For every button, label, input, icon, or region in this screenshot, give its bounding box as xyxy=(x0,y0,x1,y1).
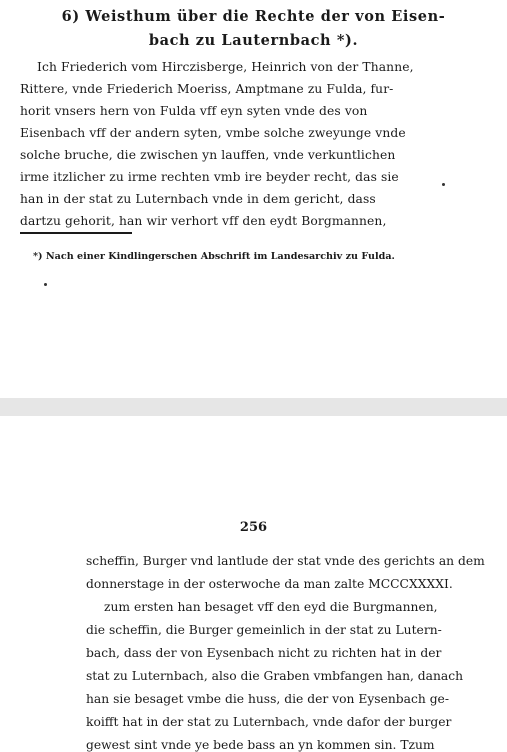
text-line: gewest sint vnde ye bede bass an yn kommen sin. Tzum xyxy=(86,738,435,752)
document-heading-line-1: 6) Weisthum über die Rechte der von Eisen- xyxy=(61,8,446,25)
text-line: han in der stat zu Luternbach vnde in dem gericht, dass xyxy=(20,192,376,206)
text-line: solche bruche, die zwischen yn lauffen, vnde verkuntlichen xyxy=(20,148,396,162)
text-line: han sie besaget vmbe die huss, die der von Eysenbach ge- xyxy=(86,692,449,706)
text-line: Ich Friederich vom Hirczisberge, Heinrich von der Thanne, xyxy=(37,60,414,74)
text-line: irme itzlicher zu irme rechten vmb ire beyder recht, das sie xyxy=(20,170,399,184)
page-separator xyxy=(0,398,507,416)
page-number: 256 xyxy=(239,520,268,535)
footnote: *) Nach einer Kindlingerschen Abschrift im Landesarchiv zu Fulda. xyxy=(33,251,395,262)
text-line: Rittere, vnde Friederich Moeriss, Amptmane zu Fulda, fur- xyxy=(20,82,394,96)
document-heading-line-2: bach zu Lauternbach *). xyxy=(148,32,359,49)
text-line: stat zu Luternbach, also die Graben vmbfangen han, danach xyxy=(86,669,464,683)
text-line: zum ersten han besaget vff den eyd die Burgmannen, xyxy=(104,600,438,614)
scan-speck xyxy=(44,283,47,286)
text-line: scheffin, Burger vnd lantlude der stat vnde des gerichts an dem xyxy=(86,554,485,568)
lower-page xyxy=(0,416,507,752)
text-line: bach, dass der von Eysenbach nicht zu richten hat in der xyxy=(86,646,442,660)
footnote-rule xyxy=(20,232,132,234)
text-line: dartzu gehorit, han wir verhort vff den eydt Borgmannen, xyxy=(20,214,387,228)
text-line: donnerstage in der osterwoche da man zalte MCCCXXXXI. xyxy=(86,577,453,591)
text-line: die scheffin, die Burger gemeinlich in der stat zu Lutern- xyxy=(86,623,442,637)
text-line: horit vnsers hern von Fulda vff eyn syten vnde des von xyxy=(20,104,368,118)
text-line: koifft hat in der stat zu Luternbach, vnde dafor der burger xyxy=(86,715,452,729)
scan-speck xyxy=(442,183,445,186)
text-line: Eisenbach vff der andern syten, vmbe solche zweyunge vnde xyxy=(20,126,406,140)
